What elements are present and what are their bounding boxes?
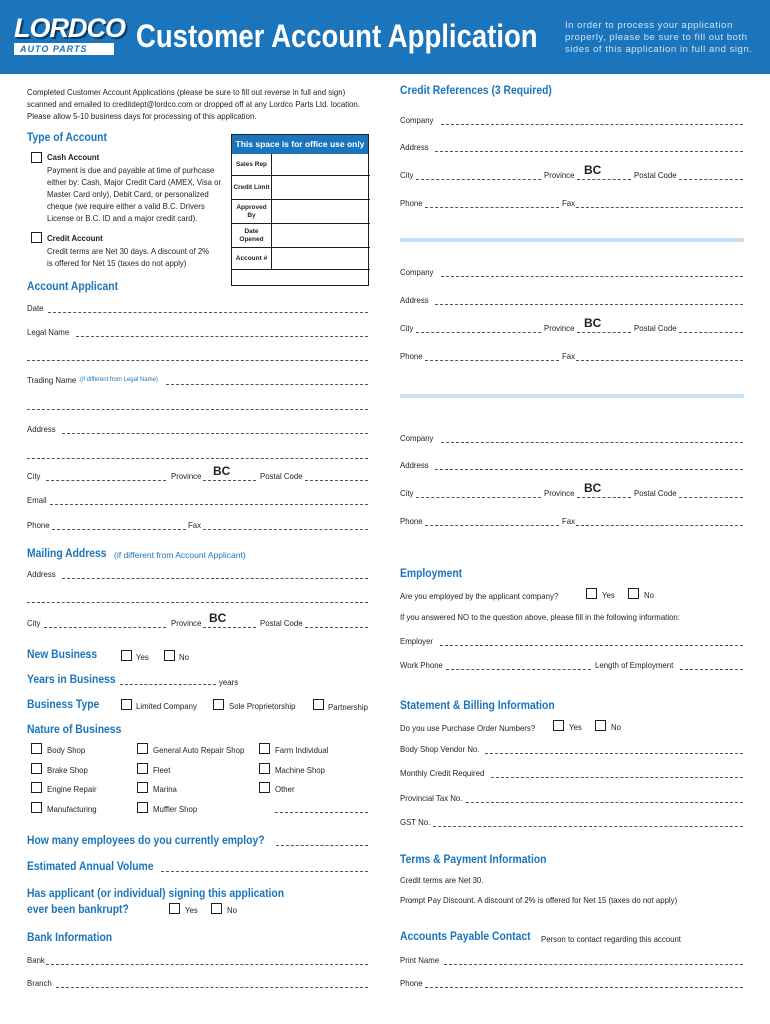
ref1-province-label: Province (544, 170, 575, 180)
ref3-phone-field[interactable] (425, 525, 559, 526)
work-phone-field[interactable] (446, 669, 591, 670)
ref3-province-value[interactable]: BC (584, 481, 602, 495)
fleet-label: Fleet (153, 765, 171, 775)
ref1-company-field[interactable] (441, 124, 743, 125)
terms-line2: Prompt Pay Discount. A discount of 2% is offered for Net 15 (taxes do not apply) (400, 895, 678, 905)
partnership-checkbox[interactable] (313, 699, 324, 710)
vendor-no-label: Body Shop Vendor No. (400, 744, 480, 754)
office-date-opened-field[interactable] (272, 224, 370, 248)
ref3-address-label: Address (400, 460, 429, 470)
ap-phone-field[interactable] (425, 987, 743, 988)
po-no-label: No (611, 722, 622, 732)
annual-volume-field[interactable] (161, 871, 368, 872)
terms-heading: Terms & Payment Information (400, 854, 547, 866)
applicant-address-field[interactable] (62, 433, 368, 434)
office-approved-by-field[interactable] (272, 200, 370, 224)
po-no-checkbox[interactable] (595, 720, 606, 731)
employment-heading: Employment (400, 568, 463, 580)
employed-question: Are you employed by the applicant company? (400, 591, 559, 601)
applicant-postal-field[interactable] (305, 480, 368, 481)
bankrupt-no-label: No (227, 905, 238, 915)
branch-label: Branch (27, 978, 52, 988)
ref2-company-label: Company (400, 267, 434, 277)
logo-wordmark: LORDCO (14, 13, 125, 43)
years-in-business-field[interactable] (120, 684, 216, 685)
sole-proprietorship-label: Sole Proprietorship (229, 701, 296, 711)
employed-no-label: No (644, 590, 655, 600)
bankrupt-no-checkbox[interactable] (211, 903, 222, 914)
email-label: Email (27, 495, 47, 505)
employees-question: How many employees do you currently employ? (27, 835, 265, 847)
ref2-province-label: Province (544, 323, 575, 333)
ref3-fax-field[interactable] (576, 525, 743, 526)
bankrupt-yes-label: Yes (185, 905, 198, 915)
muffler-shop-checkbox[interactable] (137, 802, 148, 813)
office-sales-rep-field[interactable] (272, 154, 370, 176)
accounts-payable-heading: Accounts Payable Contact (400, 931, 531, 943)
office-date-opened: Date Opened (232, 224, 272, 248)
marina-label: Marina (153, 784, 177, 794)
machine-shop-checkbox[interactable] (259, 763, 270, 774)
general-auto-repair-label: General Auto Repair Shop (153, 745, 245, 755)
business-type-heading: Business Type (27, 699, 100, 711)
trading-name-label: Trading Name (27, 375, 77, 385)
credit-references-heading: Credit References (3 Required) (400, 85, 552, 97)
office-account-number-field[interactable] (272, 248, 370, 270)
ref1-city-label: City (400, 170, 414, 180)
mailing-address-field-2[interactable] (27, 602, 368, 603)
sole-proprietorship-checkbox[interactable] (213, 699, 224, 710)
account-applicant-heading: Account Applicant (27, 281, 119, 293)
employer-label: Employer (400, 636, 434, 646)
monthly-credit-field[interactable] (491, 777, 743, 778)
ref3-company-label: Company (400, 433, 434, 443)
muffler-shop-label: Muffler Shop (153, 804, 198, 814)
ref3-postal-label: Postal Code (634, 488, 677, 498)
engine-repair-checkbox[interactable] (31, 782, 42, 793)
gst-field[interactable] (433, 826, 743, 827)
mailing-city-label: City (27, 618, 41, 628)
logo-subtitle: AUTO PARTS (14, 43, 114, 55)
bank-field[interactable] (46, 964, 368, 965)
applicant-address-field-2[interactable] (27, 458, 368, 459)
ref2-province-line (577, 332, 631, 333)
length-of-employment-label: Length of Employment (595, 660, 674, 670)
mailing-address-heading: Mailing Address (27, 548, 107, 560)
nature-of-business-heading: Nature of Business (27, 724, 122, 736)
page-title: Customer Account Application (136, 18, 538, 54)
general-auto-repair-checkbox[interactable] (137, 743, 148, 754)
mailing-address-field[interactable] (62, 578, 368, 579)
applicant-phone-field[interactable] (52, 529, 186, 530)
work-phone-label: Work Phone (400, 660, 443, 670)
legal-name-field-2[interactable] (27, 360, 368, 361)
ref2-address-field[interactable] (435, 304, 743, 305)
partnership-label: Partnership (328, 702, 368, 712)
ref2-postal-label: Postal Code (634, 323, 677, 333)
credit-account-checkbox[interactable] (31, 232, 42, 243)
new-business-no-checkbox[interactable] (164, 650, 175, 661)
ref1-city-field[interactable] (416, 179, 541, 180)
mailing-postal-field[interactable] (305, 627, 368, 628)
ref3-address-field[interactable] (435, 469, 743, 470)
ref2-company-field[interactable] (441, 276, 743, 277)
years-suffix: years (219, 677, 239, 687)
statement-billing-heading: Statement & Billing Information (400, 700, 555, 712)
applicant-province-line (203, 480, 256, 481)
office-account-number: Account # (232, 248, 272, 270)
ref3-city-label: City (400, 488, 414, 498)
applicant-postal-label: Postal Code (260, 471, 303, 481)
office-approved-by: Approved By (232, 200, 272, 224)
branch-field[interactable] (56, 987, 368, 988)
ref1-address-field[interactable] (435, 151, 743, 152)
marina-checkbox[interactable] (137, 782, 148, 793)
ref2-phone-field[interactable] (425, 360, 559, 361)
mailing-province-line (203, 627, 256, 628)
employees-field[interactable] (276, 845, 368, 846)
ref1-fax-label: Fax (562, 198, 576, 208)
cash-account-text: Payment is due and payable at time of purhcase either by: Cash, Major Credit Card (AMEX, Visa or Master Card only), Debit Card, or personalized cheque (we require either a valid B.C. Drivers License or B.C. ID and a major credit card). (47, 165, 222, 223)
brake-shop-checkbox[interactable] (31, 763, 42, 774)
body-shop-label: Body Shop (47, 745, 86, 755)
ref1-company-label: Company (400, 115, 434, 125)
ref1-province-line (577, 179, 631, 180)
terms-line1: Credit terms are Net 30. (400, 875, 484, 885)
ref-separator-1 (400, 238, 744, 242)
lordco-logo (14, 14, 124, 58)
mailing-address-label: Address (27, 569, 56, 579)
engine-repair-label: Engine Repair (47, 784, 97, 794)
cash-account-label: Cash Account (47, 152, 100, 162)
applicant-province-label: Province (171, 471, 202, 481)
length-of-employment-field[interactable] (680, 669, 743, 670)
bankrupt-yes-checkbox[interactable] (169, 903, 180, 914)
employer-field[interactable] (440, 645, 743, 646)
po-yes-checkbox[interactable] (553, 720, 564, 731)
ref3-city-field[interactable] (416, 497, 541, 498)
applicant-fax-label: Fax (188, 520, 202, 530)
po-yes-label: Yes (569, 722, 582, 732)
monthly-credit-label: Monthly Credit Required (400, 768, 485, 778)
office-use-heading: This space is for office use only (232, 135, 368, 154)
ref1-postal-label: Postal Code (634, 170, 677, 180)
header-note: In order to process your application properly, please be sure to fill out both sides of this application in full and sign. (565, 20, 753, 55)
ap-phone-label: Phone (400, 978, 423, 988)
intro-text: Completed Customer Account Applications (please be sure to fill out reverse in full and sign) scanned and emailed to creditdept@lordco.com or dropped off at any Lordco Parts Ltd. location. Please allow 5-10 business days for processing of this application. (27, 87, 360, 121)
mailing-postal-label: Postal Code (260, 618, 303, 628)
new-business-heading: New Business (27, 649, 98, 661)
applicant-city-label: City (27, 471, 41, 481)
other-field[interactable] (275, 812, 368, 813)
mailing-address-note: (if different from Account Applicant) (114, 550, 246, 560)
applicant-province-value[interactable]: BC (213, 464, 231, 478)
date-field[interactable] (48, 312, 368, 313)
ref2-province-value[interactable]: BC (584, 316, 602, 330)
credit-account-label: Credit Account (47, 233, 103, 243)
limited-company-checkbox[interactable] (121, 699, 132, 710)
manufacturing-label: Manufacturing (47, 804, 97, 814)
ref3-phone-label: Phone (400, 516, 423, 526)
office-use-box (231, 134, 369, 286)
po-question: Do you use Purchase Order Numbers? (400, 723, 536, 733)
ref2-postal-field[interactable] (679, 332, 743, 333)
bank-information-heading: Bank Information (27, 932, 113, 944)
farm-individual-checkbox[interactable] (259, 743, 270, 754)
print-name-label: Print Name (400, 955, 440, 965)
manufacturing-checkbox[interactable] (31, 802, 42, 813)
gst-label: GST No. (400, 817, 431, 827)
employed-yes-checkbox[interactable] (586, 588, 597, 599)
mailing-city-field[interactable] (44, 627, 166, 628)
applicant-fax-field[interactable] (203, 529, 368, 530)
ref1-phone-field[interactable] (425, 207, 559, 208)
farm-individual-label: Farm Individual (275, 745, 329, 755)
annual-volume-heading: Estimated Annual Volume (27, 861, 154, 873)
limited-company-label: Limited Company (136, 701, 197, 711)
ref1-address-label: Address (400, 142, 429, 152)
ref3-fax-label: Fax (562, 516, 576, 526)
accounts-payable-note: Person to contact regarding this account (541, 934, 681, 944)
new-business-no-label: No (179, 652, 190, 662)
ref2-address-label: Address (400, 295, 429, 305)
provincial-tax-field[interactable] (466, 802, 743, 803)
applicant-address-label: Address (27, 424, 56, 434)
ref3-province-line (577, 497, 631, 498)
applicant-city-field[interactable] (46, 480, 166, 481)
bank-label: Bank (27, 955, 45, 965)
ref1-postal-field[interactable] (679, 179, 743, 180)
employed-yes-label: Yes (602, 590, 615, 600)
ref3-company-field[interactable] (441, 442, 743, 443)
ref1-phone-label: Phone (400, 198, 423, 208)
ref2-city-label: City (400, 323, 414, 333)
bankrupt-question-line2: ever been bankrupt? (27, 904, 129, 916)
ref1-fax-field[interactable] (576, 207, 743, 208)
employed-no-checkbox[interactable] (628, 588, 639, 599)
ref2-phone-label: Phone (400, 351, 423, 361)
ref3-postal-field[interactable] (679, 497, 743, 498)
other-label: Other (275, 784, 295, 794)
ref2-city-field[interactable] (416, 332, 541, 333)
applicant-phone-label: Phone (27, 520, 50, 530)
ref1-province-value[interactable]: BC (584, 163, 602, 177)
trading-name-field-2[interactable] (27, 409, 368, 410)
fleet-checkbox[interactable] (137, 763, 148, 774)
mailing-province-label: Province (171, 618, 202, 628)
print-name-field[interactable] (444, 964, 743, 965)
new-business-yes-label: Yes (136, 652, 149, 662)
trading-name-field[interactable] (166, 384, 368, 385)
years-in-business-heading: Years in Business (27, 674, 116, 686)
office-credit-limit-field[interactable] (272, 176, 370, 200)
credit-account-text: Credit terms are Net 30 days. A discount of 2% is offered for Net 15 (taxes do not apply) (47, 246, 210, 268)
header-banner (0, 0, 770, 74)
vendor-no-field[interactable] (485, 753, 743, 754)
mailing-province-value[interactable]: BC (209, 611, 227, 625)
legal-name-field[interactable] (76, 336, 368, 337)
provincial-tax-label: Provincial Tax No. (400, 793, 463, 803)
legal-name-label: Legal Name (27, 327, 70, 337)
ref2-fax-field[interactable] (576, 360, 743, 361)
cash-account-checkbox[interactable] (31, 152, 42, 163)
machine-shop-label: Machine Shop (275, 765, 325, 775)
trading-name-note: (if different from Legal Name) (80, 377, 158, 383)
brake-shop-label: Brake Shop (47, 765, 88, 775)
date-label: Date (27, 303, 44, 313)
employment-note: If you answered NO to the question above, please fill in the following information: (400, 612, 680, 622)
ref3-province-label: Province (544, 488, 575, 498)
type-of-account-heading: Type of Account (27, 132, 107, 144)
bankrupt-question-line1: Has applicant (or individual) signing this application (27, 888, 285, 900)
other-checkbox[interactable] (259, 782, 270, 793)
body-shop-checkbox[interactable] (31, 743, 42, 754)
office-credit-limit: Credit Limit (232, 176, 272, 200)
ref2-fax-label: Fax (562, 351, 576, 361)
new-business-yes-checkbox[interactable] (121, 650, 132, 661)
ref-separator-2 (400, 394, 744, 398)
email-field[interactable] (50, 504, 368, 505)
office-sales-rep: Sales Rep (232, 154, 272, 176)
